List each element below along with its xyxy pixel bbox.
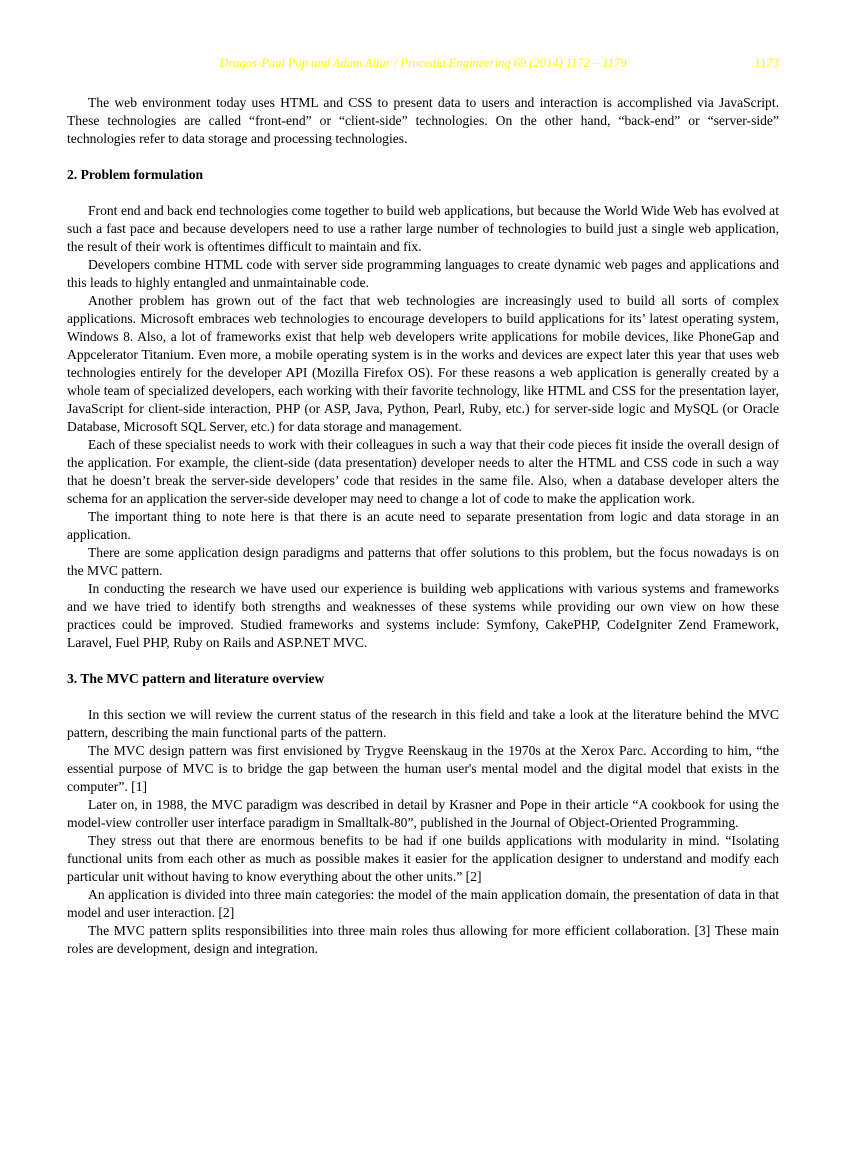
intro-paragraph: The web environment today uses HTML and CSS to present data to users and interaction is accomplished via JavaScript. These technologies are called “front-end” or “client-side” technologies. On the other hand, “back-end” or “server-side” technologies refer to data storage and processing technologies. bbox=[67, 95, 779, 146]
page-body bbox=[67, 94, 779, 958]
paragraph: The important thing to note here is that there is an acute need to separate presentation from logic and data storage in an application. bbox=[67, 509, 779, 542]
paragraph: The MVC design pattern was first envisioned by Trygve Reenskaug in the 1970s at the Xerox Parc. According to him, “the essential purpose of MVC is to bridge the gap between the human user's mental model and the digital model that exists in the computer”. [1] bbox=[67, 743, 779, 794]
paragraph: The MVC pattern splits responsibilities into three main roles thus allowing for more efficient collaboration. [3] These main roles are development, design and integration. bbox=[67, 923, 779, 956]
paragraph: Front end and back end technologies come together to build web applications, but because the World Wide Web has evolved at such a fast pace and because developers need to use a rather large number of technologies to build just a single web application, the result of their work is oftentimes difficult to maintain and fix. bbox=[67, 203, 779, 254]
paragraph: Later on, in 1988, the MVC paradigm was described in detail by Krasner and Pope in their article “A cookbook for using the model-view controller user interface paradigm in Smalltalk-80”, published in the Journal of Object-Oriented Programming. bbox=[67, 797, 779, 830]
paragraph: In conducting the research we have used our experience is building web applications with various systems and frameworks and we have tried to identify both strengths and weaknesses of these systems while providing our own view on how these practices could be improved. Studied frameworks and systems include: Symfony, CakePHP, CodeIgniter Zend Framework, Laravel, Fuel PHP, Ruby on Rails and ASP.NET MVC. bbox=[67, 581, 779, 650]
page-header bbox=[67, 56, 779, 72]
paragraph: Developers combine HTML code with server side programming languages to create dynamic web pages and applications and this leads to highly entangled and unmaintainable code. bbox=[67, 257, 779, 290]
paragraph: There are some application design paradigms and patterns that offer solutions to this problem, but the focus nowadays is on the MVC pattern. bbox=[67, 545, 779, 578]
paragraph: Each of these specialist needs to work with their colleagues in such a way that their code pieces fit inside the overall design of the application. For example, the client-side (data presentation) developer needs to alter the HTML and CSS code in such a way that he doesn’t break the server-side developers’ code that resides in the same file. Also, when a database developer alters the schema for an application the server-side developer may need to change a lot of code to make the application work. bbox=[67, 437, 779, 506]
running-title: Dragos-Paul Pop and Adam Altar / Procedia Engineering 69 (2014) 1172 – 1179 bbox=[219, 56, 627, 70]
page-number: 1173 bbox=[754, 56, 779, 70]
section-heading-problem-formulation: 2. Problem formulation bbox=[67, 167, 204, 182]
paragraph: An application is divided into three main categories: the model of the main application domain, the presentation of data in that model and user interaction. [2] bbox=[67, 887, 779, 920]
paragraph: In this section we will review the current status of the research in this field and take a look at the literature behind the MVC pattern, describing the main functional parts of the pattern. bbox=[67, 707, 779, 740]
paragraph: Another problem has grown out of the fact that web technologies are increasingly used to build all sorts of complex applications. Microsoft embraces web technologies to encourage developers to build applications for its’ latest operating system, Windows 8. Also, a lot of frameworks exist that help web developers write applications for mobile devices, like PhoneGap and Appcelerator Titanium. Even more, a mobile operating system is in the works and devices are expect later this year that uses web technologies entirely for the developer API (Mozilla Firefox OS). For these reasons a web application is generally created by a whole team of specialized developers, each working with their favorite technology, like HTML and CSS for the presentation layer, JavaScript for client-side interaction, PHP (or ASP, Java, Python, Pearl, Ruby, etc.) for server-side logic and MySQL (or Oracle Database, Microsoft SQL Server, etc.) for data storage and management. bbox=[67, 293, 779, 434]
paragraph: They stress out that there are enormous benefits to be had if one builds applications with modularity in mind. “Isolating functional units from each other as much as possible makes it easier for the application designer to understand and modify each particular unit without having to know everything about the other units.” [2] bbox=[67, 833, 779, 884]
section-heading-mvc-pattern: 3. The MVC pattern and literature overview bbox=[67, 671, 325, 686]
